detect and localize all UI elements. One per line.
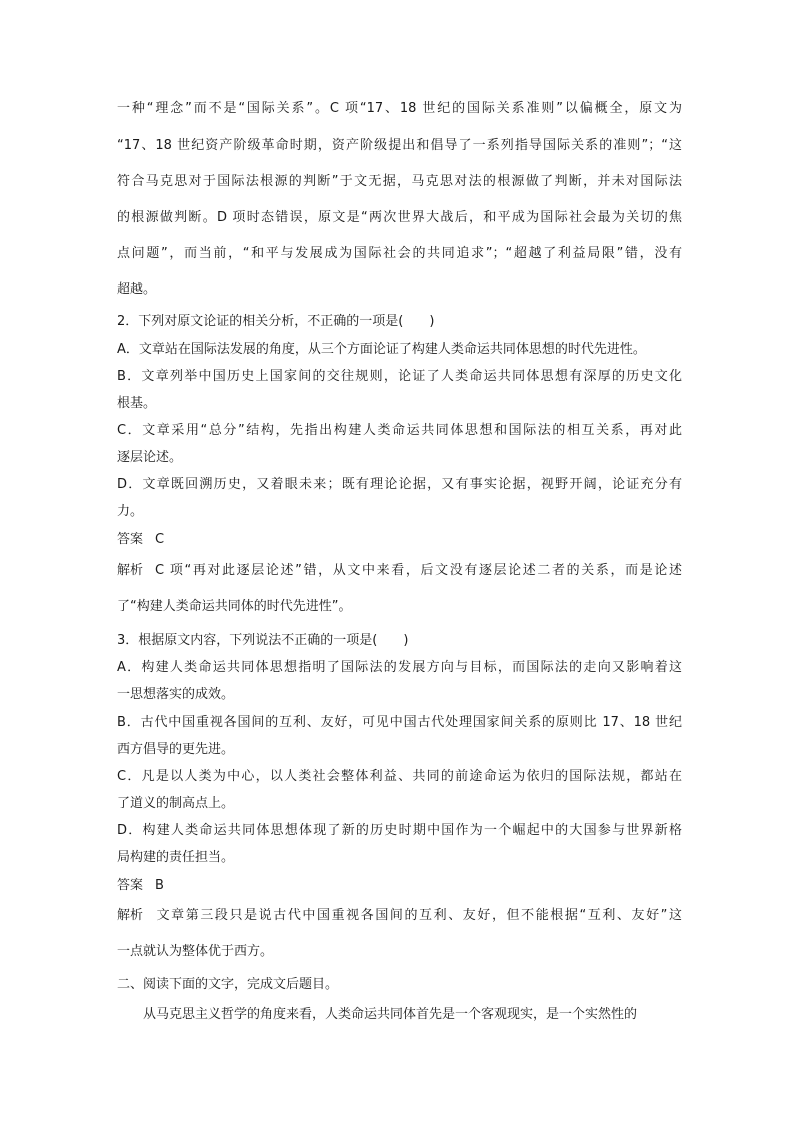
question-3-stem: 3．根据原文内容，下列说法不正确的一项是( )	[117, 633, 409, 648]
question-3-answer	[117, 877, 682, 895]
question-2-answer	[117, 531, 682, 549]
question-2-option-b-cont: 根基。	[117, 396, 157, 411]
question-3-option-a-cont: 一思想落实的成效。	[117, 687, 235, 702]
question-3-analysis	[117, 907, 682, 925]
analysis-line: 超越。	[117, 282, 157, 297]
analysis-line: 一种“理念”而不是“国际关系”。C 项“17、18 世纪的国际关系准则”以偏概全，原文为	[117, 101, 682, 116]
analysis-line: 点问题”，而当前，“和平与发展成为国际社会的共同追求”；“超越了利益局限”错，没有	[117, 246, 682, 261]
analysis-label: 解析	[117, 563, 144, 578]
answer-value: C	[155, 532, 165, 547]
analysis-line: 符合马克思对于国际法根源的判断”于文无据，马克思对法的根源做了判断，并未对国际法	[117, 174, 682, 189]
answer-value: B	[155, 878, 164, 893]
analysis-line: “17、18 世纪资产阶级革命时期，资产阶级提出和倡导了一系列指导国际关系的准则”；“这	[117, 138, 682, 153]
analysis-label: 解析	[117, 908, 144, 923]
question-3-option-d-cont: 局构建的责任担当。	[117, 850, 235, 865]
question-3-option-d: D．构建人类命运共同体思想体现了新的历史时期中国作为一个崛起中的大国参与世界新格	[117, 823, 682, 838]
answer-label: 答案	[117, 532, 144, 547]
question-3-analysis-cont: 一点就认为整体优于西方。	[117, 944, 274, 959]
question-2-option-b: B．文章列举中国历史上国家间的交往规则，论证了人类命运共同体思想有深厚的历史文化	[117, 369, 682, 384]
section-2-heading: 二、阅读下面的文字，完成文后题目。	[117, 977, 339, 992]
section-2-paragraph: 从马克思主义哲学的角度来看，人类命运共同体首先是一个客观现实，是一个实然性的	[143, 1007, 638, 1022]
question-2-option-d: D．文章既回溯历史，又着眼未来；既有理论论据，又有事实论据，视野开阔，论证充分有	[117, 477, 682, 492]
question-2-option-c-cont: 逐层论述。	[117, 450, 183, 465]
question-2-analysis	[117, 562, 682, 580]
analysis-text: 文章第三段只是说古代中国重视各国间的互利、友好，但不能根据“互利、友好”这	[155, 908, 682, 923]
question-2-option-c: C．文章采用“总分”结构，先指出构建人类命运共同体思想和国际法的相互关系，再对此	[117, 423, 682, 438]
question-3-option-b: B．古代中国重视各国间的互利、友好，可见中国古代处理国家间关系的原则比 17、18 世纪	[117, 715, 682, 730]
question-2-option-a: A．文章站在国际法发展的角度，从三个方面论证了构建人类命运共同体思想的时代先进性。	[117, 342, 646, 357]
answer-label: 答案	[117, 878, 144, 893]
question-2-analysis-cont: 了“构建人类命运共同体的时代先进性”。	[117, 599, 352, 614]
question-2-option-d-cont: 力。	[117, 504, 144, 519]
analysis-line: 的根源做判断。D 项时态错误，原文是“两次世界大战后，和平成为国际社会最为关切的焦	[117, 210, 682, 225]
analysis-text: C 项“再对此逐层论述”错，从文中来看，后文没有逐层论述二者的关系，而是论述	[155, 563, 682, 578]
question-2-stem: 2．下列对原文论证的相关分析，不正确的一项是( )	[117, 314, 435, 329]
question-3-option-a: A．构建人类命运共同体思想指明了国际法的发展方向与目标，而国际法的走向又影响着这	[117, 660, 682, 675]
question-3-option-c: C．凡是以人类为中心，以人类社会整体利益、共同的前途命运为依归的国际法规，都站在	[117, 769, 682, 784]
question-3-option-b-cont: 西方倡导的更先进。	[117, 742, 235, 757]
question-3-option-c-cont: 了道义的制高点上。	[117, 796, 235, 811]
